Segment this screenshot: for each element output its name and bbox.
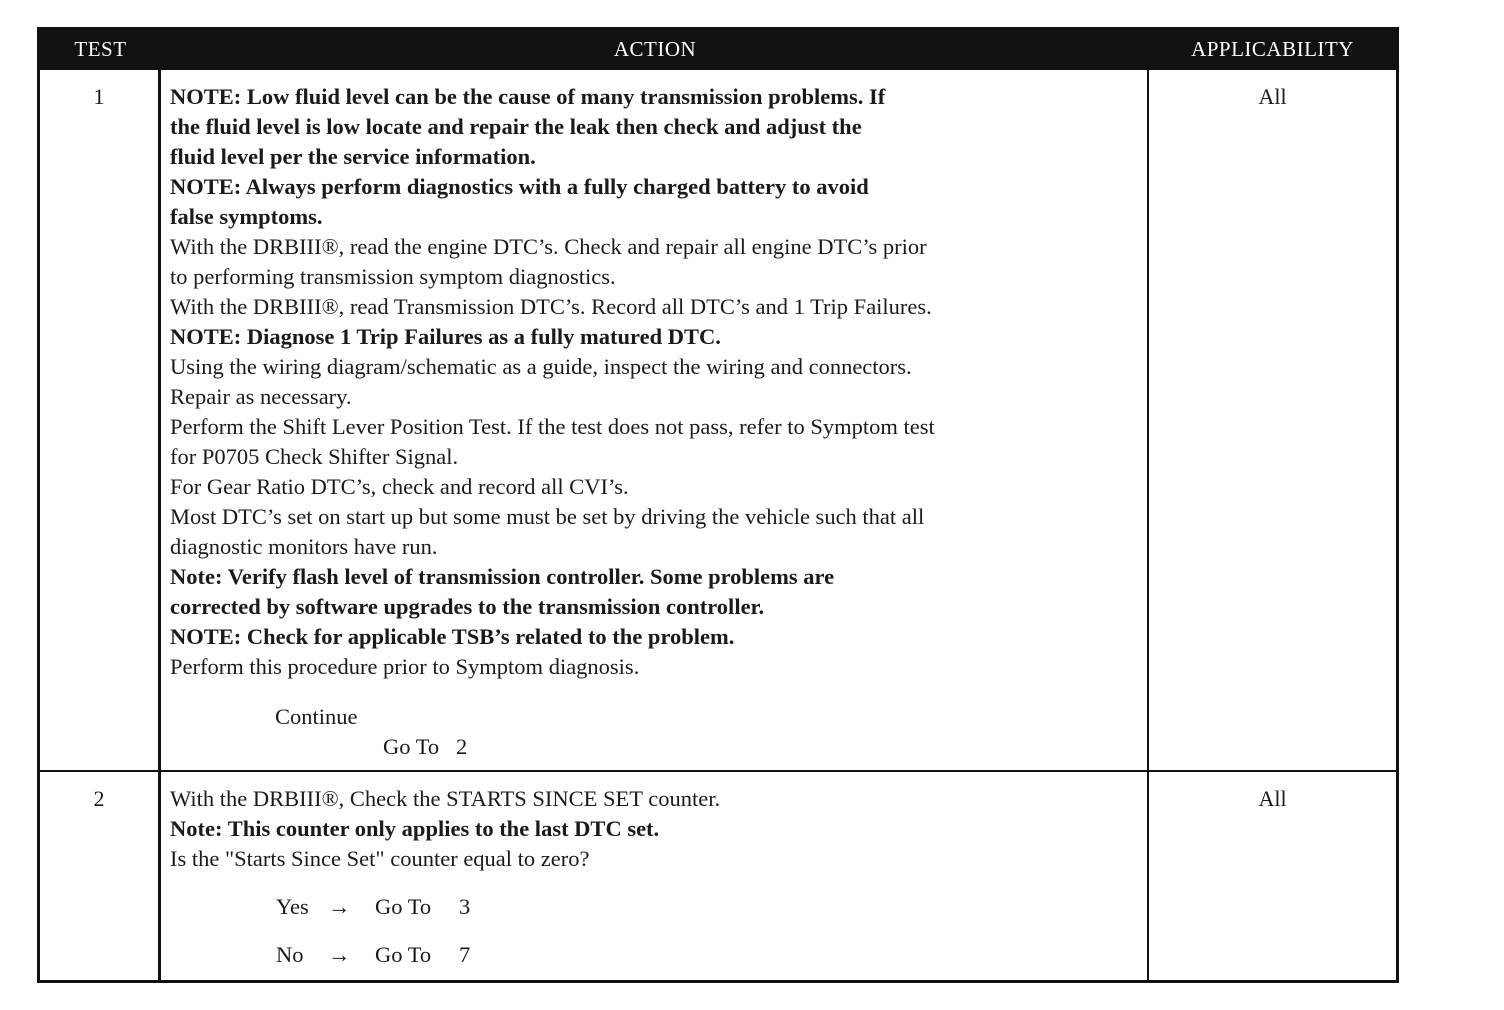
action-line: for P0705 Check Shifter Signal. bbox=[170, 444, 459, 469]
header-applicability: APPLICABILITY bbox=[1191, 36, 1354, 61]
action-line: Note: Verify flash level of transmission controller. Some problems are bbox=[170, 564, 835, 589]
action-line: diagnostic monitors have run. bbox=[170, 534, 438, 559]
action-line: Is the "Starts Since Set" counter equal to zero? bbox=[170, 846, 590, 871]
goto-target: 7 bbox=[459, 942, 471, 967]
arrow-icon: → bbox=[328, 894, 351, 919]
action-line: Perform the Shift Lever Position Test. If the test does not pass, refer to Symptom test bbox=[170, 414, 935, 439]
action-line: NOTE: Diagnose 1 Trip Failures as a fully matured DTC. bbox=[170, 324, 721, 349]
answer-label: No bbox=[276, 942, 304, 967]
arrow-icon: → bbox=[328, 942, 351, 967]
action-line: NOTE: Always perform diagnostics with a fully charged battery to avoid bbox=[170, 174, 869, 199]
test-number: 1 bbox=[40, 70, 161, 770]
action-line: For Gear Ratio DTC’s, check and record all CVI’s. bbox=[170, 474, 629, 499]
header-test: TEST bbox=[74, 36, 127, 61]
action-line: fluid level per the service information. bbox=[170, 144, 536, 169]
table-row-test-1 bbox=[40, 68, 1396, 770]
action-cell bbox=[161, 772, 1149, 980]
header-action: ACTION bbox=[613, 36, 697, 61]
diagnostic-table bbox=[37, 27, 1399, 983]
applicability-value: All bbox=[1258, 84, 1287, 109]
action-line: NOTE: Low fluid level can be the cause of many transmission problems. If bbox=[170, 84, 886, 109]
answer-no bbox=[276, 940, 1141, 970]
action-line: With the DRBIII®, read Transmission DTC’s. Record all DTC’s and 1 Trip Failures. bbox=[170, 294, 932, 319]
table-row-test-2 bbox=[40, 770, 1396, 980]
answer-label: Yes bbox=[276, 894, 309, 919]
action-line: Note: This counter only applies to the last DTC set. bbox=[170, 816, 660, 841]
continue-choice: Continue bbox=[275, 704, 358, 729]
applicability-value: All bbox=[1258, 786, 1287, 811]
action-line: Perform this procedure prior to Symptom diagnosis. bbox=[170, 654, 640, 679]
action-line: the fluid level is low locate and repair the leak then check and adjust the bbox=[170, 114, 862, 139]
goto-label: Go To bbox=[375, 894, 432, 919]
action-line: corrected by software upgrades to the transmission controller. bbox=[170, 594, 765, 619]
test-number: 2 bbox=[40, 772, 161, 980]
answer-yes bbox=[276, 892, 1141, 922]
action-line: Using the wiring diagram/schematic as a guide, inspect the wiring and connectors. bbox=[170, 354, 912, 379]
action-cell bbox=[161, 70, 1149, 770]
goto-target: 3 bbox=[459, 894, 471, 919]
goto-label: Go To bbox=[375, 942, 432, 967]
action-line: With the DRBIII®, read the engine DTC’s. Check and repair all engine DTC’s prior bbox=[170, 234, 927, 259]
action-line: NOTE: Check for applicable TSB’s related to the problem. bbox=[170, 624, 735, 649]
action-line: to performing transmission symptom diagnostics. bbox=[170, 264, 616, 289]
action-line: Most DTC’s set on start up but some must be set by driving the vehicle such that all bbox=[170, 504, 925, 529]
table-header bbox=[40, 30, 1396, 68]
action-line: false symptoms. bbox=[170, 204, 323, 229]
action-line: Repair as necessary. bbox=[170, 384, 352, 409]
action-line: With the DRBIII®, Check the STARTS SINCE SET counter. bbox=[170, 786, 721, 811]
goto-step-2: Go To 2 bbox=[383, 734, 468, 759]
